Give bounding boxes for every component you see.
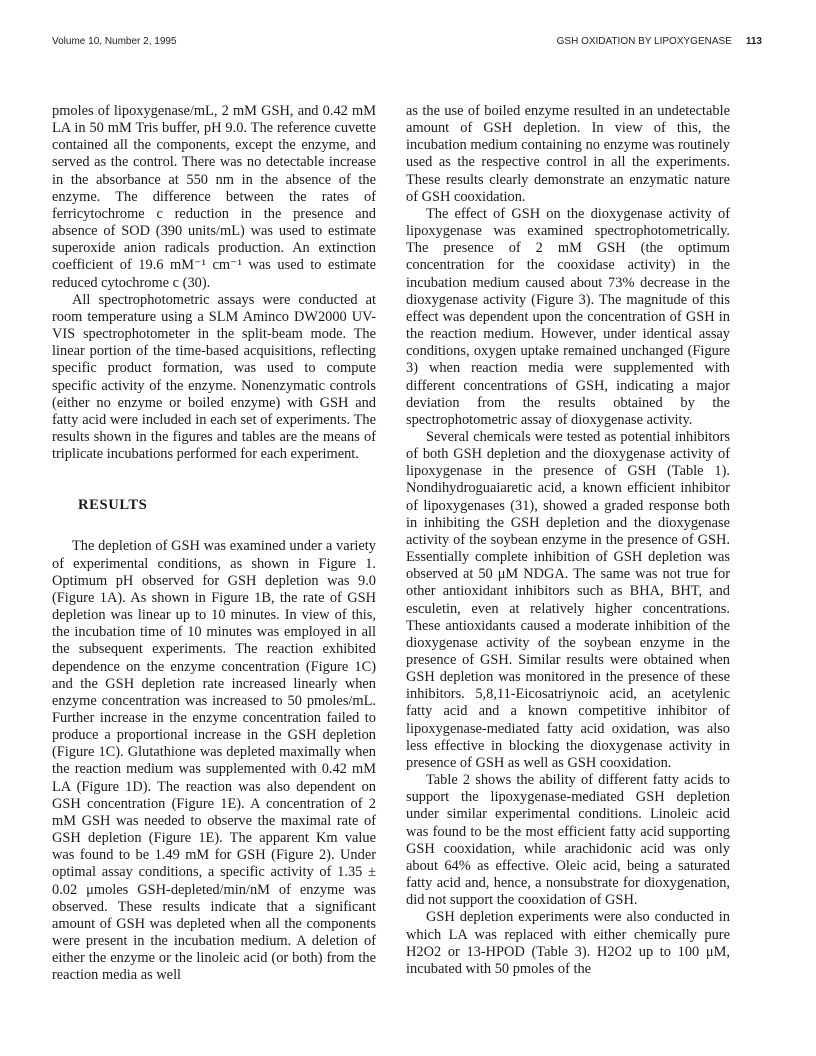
section-heading-results: RESULTS (78, 497, 148, 514)
paragraph-gsh-depletion: The depletion of GSH was examined under a variety of experimental conditions, as shown in Figure 1. Optimum pH observed for GSH depletion was 9.0 (Figure 1A). As shown in Figure 1B, the rate of GSH depletion was linear up to 10 minutes. In view of this, the incubation time of 10 minutes was employed in all the subsequent experiments. The reaction exhibited dependence on the enzyme concentration (Figure 1C) and the GSH depletion rate increased linearly when enzyme concentration was increased to 50 pmoles/mL. Further increase in the enzyme concentration failed to produce a proportional increase in the GSH depletion (Figure 1C). Glutathione was depleted maximally when the reaction medium was supplemented with 0.42 mM LA (Figure 1D). The reaction was also dependent on GSH concentration (Figure 1E). A concentration of 2 mM GSH was needed to observe the maximal rate of GSH depletion (Figure 1E). The apparent Km value was found to be 1.49 mM for GSH (Figure 2). Under optimal assay conditions, a specific activity of 1.35 ± 0.02 μmoles GSH-depleted/min/nM of enzyme was observed. These results indicate that a significant amount of GSH was depleted when all the components were present in the incubation medium. A deletion of either the enzyme or the linoleic acid (or both) from the reaction media as well (52, 538, 376, 984)
paragraph-methods-continued: pmoles of lipoxygenase/mL, 2 mM GSH, and 0.42 mM LA in 50 mM Tris buffer, pH 9.0. The reference cuvette contained all the components, except the enzyme, and served as the control. There was no detectable increase in the absorbance at 550 nm in the absence of the enzyme. The difference between the rates of ferricytochrome c reduction in the presence and absence of SOD (390 units/mL) was used to estimate superoxide anion radicals production. An extinction coefficient of 19.6 mM⁻¹ cm⁻¹ was used to estimate reduced cytochrome c (30). (52, 103, 376, 291)
left-column (52, 103, 376, 985)
running-title: GSH OXIDATION BY LIPOXYGENASE (556, 36, 732, 47)
paragraph-boiled-enzyme: as the use of boiled enzyme resulted in an undetectable amount of GSH depletion. In view of this, the incubation medium containing no enzyme was routinely used as the respective control in all the experiments. These results clearly demonstrate an enzymatic nature of GSH cooxidation. (406, 103, 730, 205)
paragraph-peroxide-experiments: GSH depletion experiments were also conducted in which LA was replaced with either chemically pure H2O2 or 13-HPOD (Table 3). H2O2 up to 100 μM, incubated with 50 pmoles of the (406, 909, 730, 977)
page-number: 113 (745, 36, 762, 47)
paragraph-inhibitors: Several chemicals were tested as potential inhibitors of both GSH depletion and the dioxygenase activity of lipoxygenase in the presence of GSH (Table 1). Nondihydroguaiaretic acid, a known efficient inhibitor of lipoxygenases (31), showed a graded response both in inhibiting the GSH depletion and the dioxygenase activity of the soybean enzyme in the presence of GSH. Essentially complete inhibition of GSH depletion was observed at 50 μM NDGA. The same was not true for other antioxidant inhibitors such as BHA, BHT, and esculetin, even at relatively higher concentrations. These antioxidants caused a moderate inhibition of the dioxygenase activity of the soybean enzyme in the presence of GSH. Similar results were obtained when GSH depletion was monitored in the presence of these inhibitors. 5,8,11-Eicosatriynoic acid, an acetylenic fatty acid and a known competitive inhibitor of lipoxygenase-mediated fatty acid oxidation, was also less effective in blocking the dioxygenase activity in presence of GSH as well as GSH cooxidation. (406, 428, 730, 771)
paragraph-fatty-acids: Table 2 shows the ability of different fatty acids to support the lipoxygenase-mediated GSH depletion under similar experimental conditions. Linoleic acid was found to be the most efficient fatty acid supporting GSH cooxidation, while arachidonic acid was only about 64% as effective. Oleic acid, being a saturated fatty acid and, hence, a nonsubstrate for dioxygenation, did not support the cooxidation of GSH. (406, 772, 730, 909)
paragraph-dioxygenase-effect: The effect of GSH on the dioxygenase activity of lipoxygenase was examined spectrophotometrically. The presence of 2 mM GSH (the optimum concentration for the cooxidase activity) in the incubation medium caused about 73% decrease in the dioxygenase activity (Figure 3). The magnitude of this effect was dependent upon the concentration of GSH in the reaction medium. However, under identical assay conditions, oxygen uptake remained unchanged (Figure 3) when reaction media were supplemented with different concentrations of GSH, indicating a major deviation from the results obtained by the spectrophotometric assay of dioxygenase activity. (406, 205, 730, 428)
running-title-block (557, 36, 762, 47)
journal-volume: Volume 10, Number 2, 1995 (52, 36, 177, 47)
running-header (52, 36, 762, 50)
paragraph-spectrophotometric-assays: All spectrophotometric assays were conducted at room temperature using a SLM Aminco DW2000 UV-VIS spectrophotometer in the split-beam mode. The linear portion of the time-based acquisitions, reflecting specific product formation, was used to compute specific activity of the enzyme. Nonenzymatic controls (either no enzyme or boiled enzyme) with GSH and fatty acid were included in each set of experiments. The results shown in the figures and tables are the means of triplicate incubations performed for each experiment. (52, 291, 376, 463)
right-column (406, 103, 730, 978)
